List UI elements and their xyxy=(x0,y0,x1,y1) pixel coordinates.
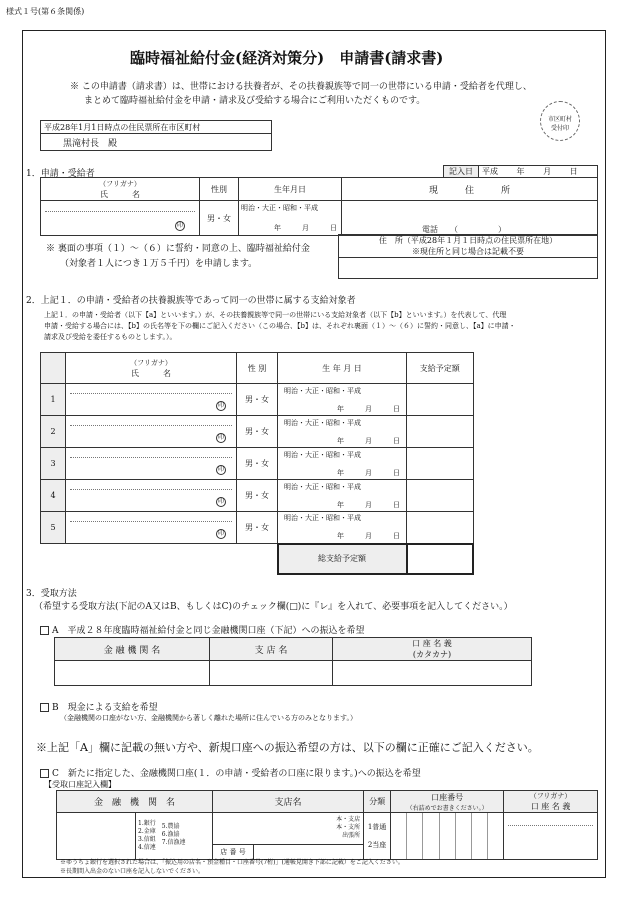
prior-address-header: 住 所（平成28年１月１日時点の住民票所在地） ※現住所と同じ場合は記載不要 xyxy=(339,235,598,258)
row-number: 4 xyxy=(41,480,66,512)
applicant-table xyxy=(40,177,598,236)
c-account-number-field[interactable] xyxy=(391,813,504,860)
c-account-type-field[interactable]: 1普通 2当座 xyxy=(364,813,391,860)
row-number: 3 xyxy=(41,448,66,480)
row-number: 5 xyxy=(41,512,66,544)
beneficiary-amount-field[interactable] xyxy=(407,480,474,512)
residence-box xyxy=(40,120,272,151)
beneficiary-name-field[interactable] xyxy=(66,448,237,480)
beneficiary-name-field[interactable] xyxy=(66,384,237,416)
applicant-gender-field[interactable]: 男・女 xyxy=(200,201,239,236)
form-number: 様式１号(第６条関係) xyxy=(6,7,85,16)
section2-desc-1: 上記１．の申請・受給者（以下【a】といいます。）が、その扶養親族等で同一の世帯にいる支給対象者（以下【b】といいます。）を代表して、代理 xyxy=(44,311,507,319)
notice-text: ※上記「A」欄に記載の無い方や、新規口座への振込希望の方は、以下の欄に正確にご記入ください。 xyxy=(36,741,539,754)
page-title: 臨時福祉給付金(経済対策分) 申請書(請求書) xyxy=(130,49,444,67)
section3-heading: 3．受取方法 xyxy=(26,589,77,599)
option-a-holder-field[interactable] xyxy=(333,661,532,686)
beneficiary-gender-field[interactable]: 男・女 xyxy=(237,512,278,544)
beneficiary-name-header: （フリガナ） 氏 名 xyxy=(66,353,237,384)
c-holder-field[interactable] xyxy=(504,813,598,860)
c-bank-header: 金 融 機 関 名 xyxy=(57,791,213,813)
beneficiary-amount-field[interactable] xyxy=(407,416,474,448)
beneficiary-amount-field[interactable] xyxy=(407,512,474,544)
section2-desc-2: 申請・受給する場合には、【b】の氏名等を下の欄にご記入ください（この場合、【b】は、それぞれ裏面（１）～（６）に誓約・同意し、【a】に申請・ xyxy=(44,322,516,330)
seal-mark: 印 xyxy=(217,434,224,441)
option-c-subtitle: 【受取口座記入欄】 xyxy=(44,780,116,789)
c-bank-name-field[interactable] xyxy=(57,813,136,860)
c-holder-header: （フリガナ） 口 座 名 義 xyxy=(504,791,598,813)
c-store-no-label: 店 番 号 xyxy=(213,844,254,859)
beneficiary-name-field[interactable] xyxy=(66,512,237,544)
consent-line-1: ※ 裏面の事項（１）～（６）に誓約・同意の上、臨時福祉給付金 xyxy=(46,244,310,254)
residence-label: 平成28年1月1日時点の住民票所在市区町村 xyxy=(41,121,272,134)
footnote-2: ※長期間入出金のない口座を記入しないでください。 xyxy=(60,868,205,875)
beneficiary-birth-field[interactable]: 明治・大正・昭和・平成 年 月 日 xyxy=(278,512,407,544)
beneficiary-name-field[interactable] xyxy=(66,480,237,512)
total-amount-label: 総支給予定額 xyxy=(278,544,407,575)
prior-address-field[interactable] xyxy=(339,258,598,279)
beneficiary-row xyxy=(41,416,474,448)
beneficiary-name-field[interactable] xyxy=(66,416,237,448)
applicant-address-header: 現 住 所 xyxy=(342,178,598,201)
beneficiary-row xyxy=(41,480,474,512)
checkbox-icon[interactable] xyxy=(40,769,49,778)
option-a[interactable]: A 平成２８年度臨時福祉給付金と同じ金融機関口座（下記）への振込を希望 xyxy=(40,623,365,636)
section2-desc-3: 請求及び受給を委任するものとします。）。 xyxy=(44,333,177,341)
option-c-table xyxy=(56,790,598,860)
beneficiary-gender-field[interactable]: 男・女 xyxy=(237,416,278,448)
option-c[interactable]: C 新たに指定した、金融機関口座(１．の申請・受給者の口座に限ります。)への振込を希望 xyxy=(40,766,421,779)
option-a-branch-field[interactable] xyxy=(210,661,333,686)
prior-address-table xyxy=(338,234,598,279)
beneficiary-birth-field[interactable]: 明治・大正・昭和・平成 年 月 日 xyxy=(278,480,407,512)
option-a-holder-header: 口 座 名 義 (カタカナ) xyxy=(333,638,532,661)
applicant-gender-header: 性別 xyxy=(200,178,239,201)
intro-line-1: ※ この申請書（請求書）は、世帯における扶養者が、その扶養親族等で同一の世帯にいる申請・受給者を代理し、 xyxy=(70,82,532,92)
seal-mark: 印 xyxy=(217,498,224,505)
entry-date-label: 記入日 xyxy=(444,166,479,178)
option-a-branch-header: 支 店 名 xyxy=(210,638,333,661)
seal-mark: 印 xyxy=(176,222,183,229)
row-number-header xyxy=(41,353,66,384)
c-account-header: 口座番号 （右詰めでお書きください。） xyxy=(391,791,504,813)
seal-mark: 印 xyxy=(217,466,224,473)
beneficiary-gender-header: 性 別 xyxy=(237,353,278,384)
seal-mark: 印 xyxy=(217,530,224,537)
c-branch-header: 支店名 xyxy=(213,791,364,813)
beneficiary-row xyxy=(41,512,474,544)
beneficiary-gender-field[interactable]: 男・女 xyxy=(237,384,278,416)
row-number: 2 xyxy=(41,416,66,448)
beneficiary-amount-header: 支給予定額 xyxy=(407,353,474,384)
section3-instruction: （希望する受取方法(下記のA又はB、もしくはC)のチェック欄(□)に『レ』を入れて、必要事項を記入してください。） xyxy=(34,602,513,612)
beneficiary-amount-field[interactable] xyxy=(407,448,474,480)
option-a-table xyxy=(54,637,532,686)
beneficiary-table xyxy=(40,352,474,575)
total-amount-field[interactable] xyxy=(407,544,474,575)
applicant-name-header: （フリガナ） 氏 名 xyxy=(41,178,200,201)
reception-stamp xyxy=(540,101,580,141)
beneficiary-amount-field[interactable] xyxy=(407,384,474,416)
row-number: 1 xyxy=(41,384,66,416)
applicant-name-field[interactable] xyxy=(41,201,200,236)
entry-date-field[interactable]: 平成 年 月 日 xyxy=(479,166,598,178)
section2-heading: 2．上記１．の申請・受給者の扶養親族等であって同一の世帯に属する支給対象者 xyxy=(26,296,356,306)
beneficiary-gender-field[interactable]: 男・女 xyxy=(237,480,278,512)
intro-line-2: まとめて臨時福祉給付金を申請・請求及び受給する場合にご利用いただくものです。 xyxy=(84,96,426,106)
stamp-line-1: 市区町村 xyxy=(547,116,572,123)
beneficiary-gender-field[interactable]: 男・女 xyxy=(237,448,278,480)
option-b[interactable]: B 現金による支給を希望 xyxy=(40,700,158,713)
checkbox-icon[interactable] xyxy=(40,703,49,712)
applicant-birth-field[interactable]: 明治・大正・昭和・平成 年 月 日 xyxy=(239,201,342,236)
residence-value[interactable]: 黒滝村長 殿 xyxy=(41,134,272,151)
consent-line-2: （対象者１人につき１万５千円）を申請します。 xyxy=(60,259,258,269)
applicant-address-field[interactable]: 電話 （ ） xyxy=(342,201,598,236)
checkbox-icon[interactable] xyxy=(40,626,49,635)
beneficiary-row xyxy=(41,384,474,416)
beneficiary-birth-header: 生 年 月 日 xyxy=(278,353,407,384)
beneficiary-birth-field[interactable]: 明治・大正・昭和・平成 年 月 日 xyxy=(278,448,407,480)
seal-mark: 印 xyxy=(217,402,224,409)
section1-heading: 1．申請・受給者 xyxy=(26,169,95,179)
beneficiary-birth-field[interactable]: 明治・大正・昭和・平成 年 月 日 xyxy=(278,384,407,416)
applicant-birth-header: 生年月日 xyxy=(239,178,342,201)
footnote-1: ※ゆうちょ銀行を選択された場合は、「振込用の店名・預金種目・口座番号(7桁)」(通帳見開き下部に記載）をご記入ください。 xyxy=(60,859,404,866)
beneficiary-birth-field[interactable]: 明治・大正・昭和・平成 年 月 日 xyxy=(278,416,407,448)
beneficiary-row xyxy=(41,448,474,480)
option-b-note: （金融機関の口座がない方、金融機関から著しく離れた場所に住んでいる方のみとなります。） xyxy=(60,714,357,722)
c-branch-name-field[interactable]: 本・支店 本・支所 出張所 xyxy=(213,813,364,845)
stamp-line-2: 受付印 xyxy=(550,125,569,132)
option-a-bank-header: 金 融 機 関 名 xyxy=(55,638,210,661)
c-type-header: 分類 xyxy=(364,791,391,813)
c-bank-type-field[interactable]: 1.銀行 2.金庫 3.信組 4.信連 5.農協 6.漁協 7.信漁連 xyxy=(136,813,213,860)
option-a-bank-field[interactable] xyxy=(55,661,210,686)
